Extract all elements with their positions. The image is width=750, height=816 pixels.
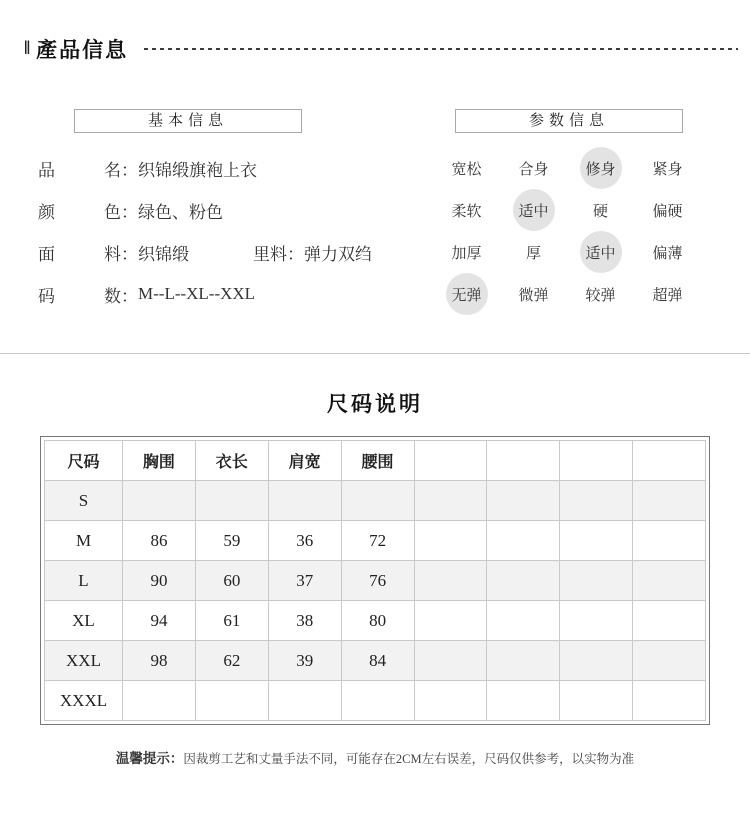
table-row: [45, 641, 706, 681]
param-option-selected: 适中: [580, 231, 622, 273]
table-cell: [268, 481, 341, 521]
param-grid: [433, 147, 750, 315]
size-note: [0, 747, 750, 768]
param-option: 偏薄: [652, 245, 683, 262]
table-cell: [414, 641, 487, 681]
table-cell: [414, 521, 487, 561]
table-cell: [487, 641, 560, 681]
field-label-secondary: 里料：: [253, 244, 304, 264]
table-cell: [633, 481, 706, 521]
basic-info-title: 基本信息: [74, 109, 302, 133]
column-header: [560, 441, 633, 481]
size-label-cell: XXXL: [45, 681, 123, 721]
column-header: 衣长: [195, 441, 268, 481]
size-label-cell: L: [45, 561, 123, 601]
column-header: [487, 441, 560, 481]
field-value: 绿色、粉色: [138, 202, 223, 222]
field-label: 颜 色：: [38, 202, 138, 222]
table-cell: [633, 641, 706, 681]
param-option: 宽松: [451, 161, 482, 178]
field-label: 码 数：: [38, 286, 138, 306]
param-info-title: 参数信息: [455, 109, 683, 133]
size-chart-title: 尺码说明: [327, 392, 423, 416]
table-cell: 86: [123, 521, 196, 561]
table-cell: [341, 481, 414, 521]
column-header: 腰围: [341, 441, 414, 481]
field-value: 织锦缎: [138, 244, 189, 264]
table-cell: [195, 681, 268, 721]
param-option-selected: 无弹: [446, 273, 488, 315]
table-cell: [123, 481, 196, 521]
param-option: 厚: [525, 245, 541, 262]
table-cell: [341, 681, 414, 721]
field-label: 品 名：: [38, 160, 138, 180]
table-cell: 84: [341, 641, 414, 681]
table-cell: [487, 561, 560, 601]
table-cell: [560, 601, 633, 641]
column-header: [414, 441, 487, 481]
table-cell: [487, 601, 560, 641]
table-cell: [414, 561, 487, 601]
page-title: 產品信息: [36, 38, 129, 62]
info-columns: [0, 109, 750, 315]
column-header: 尺码: [45, 441, 123, 481]
table-cell: 59: [195, 521, 268, 561]
table-cell: [268, 681, 341, 721]
param-option: 较弹: [585, 287, 616, 304]
table-cell: [560, 681, 633, 721]
size-label-cell: XXL: [45, 641, 123, 681]
title-marker: ‖: [24, 38, 29, 59]
basic-info-rows: [38, 147, 375, 315]
table-cell: 38: [268, 601, 341, 641]
table-cell: 61: [195, 601, 268, 641]
param-option: 加厚: [451, 245, 482, 262]
column-header: 胸围: [123, 441, 196, 481]
section-header: [0, 0, 750, 64]
basic-info-row: [38, 273, 375, 315]
param-option: 硬: [592, 203, 608, 220]
table-cell: 60: [195, 561, 268, 601]
table-cell: 62: [195, 641, 268, 681]
field-value: 织锦缎旗袍上衣: [138, 160, 257, 180]
table-row: [45, 681, 706, 721]
dashed-rule: [144, 48, 738, 50]
basic-info-section: [0, 109, 375, 315]
table-cell: [123, 681, 196, 721]
table-cell: [487, 681, 560, 721]
field-value-secondary: 弹力双绉: [304, 244, 372, 264]
table-cell: [633, 561, 706, 601]
table-cell: 36: [268, 521, 341, 561]
field-value: M--L--XL--XXL: [138, 284, 256, 303]
table-cell: 98: [123, 641, 196, 681]
table-cell: 39: [268, 641, 341, 681]
table-cell: [195, 481, 268, 521]
table-row: [45, 521, 706, 561]
param-option: 超弹: [652, 287, 683, 304]
table-cell: 72: [341, 521, 414, 561]
table-cell: [633, 521, 706, 561]
table-cell: 94: [123, 601, 196, 641]
table-cell: 76: [341, 561, 414, 601]
table-cell: [487, 521, 560, 561]
note-label: 温馨提示：: [115, 751, 184, 766]
size-table: [44, 440, 706, 721]
param-option: 紧身: [652, 161, 683, 178]
param-info-section: [375, 109, 750, 315]
table-cell: [633, 681, 706, 721]
table-row: [45, 481, 706, 521]
field-label: 面 料：: [38, 244, 138, 264]
table-cell: [414, 681, 487, 721]
note-text: 因裁剪工艺和丈量手法不同，可能存在2CM左右误差，尺码仅供参考，以实物为准: [183, 752, 635, 766]
table-cell: [487, 481, 560, 521]
param-option: 合身: [518, 161, 549, 178]
param-option-selected: 修身: [580, 147, 622, 189]
size-label-cell: M: [45, 521, 123, 561]
table-header-row: [45, 441, 706, 481]
basic-info-row: [38, 147, 375, 189]
table-cell: 90: [123, 561, 196, 601]
basic-info-row: [38, 189, 375, 231]
table-cell: [560, 481, 633, 521]
section-divider: [0, 353, 750, 354]
table-cell: [414, 481, 487, 521]
param-option: 微弹: [518, 287, 549, 304]
param-option: 柔软: [451, 203, 482, 220]
table-cell: [560, 561, 633, 601]
table-cell: [414, 601, 487, 641]
table-cell: [560, 521, 633, 561]
column-header: 肩宽: [268, 441, 341, 481]
table-row: [45, 561, 706, 601]
table-cell: [560, 641, 633, 681]
param-option-selected: 适中: [513, 189, 555, 231]
param-option: 偏硬: [652, 203, 683, 220]
size-label-cell: S: [45, 481, 123, 521]
basic-info-row: [38, 231, 375, 273]
table-cell: [633, 601, 706, 641]
table-cell: 80: [341, 601, 414, 641]
size-table-wrapper: [40, 436, 710, 725]
column-header: [633, 441, 706, 481]
size-label-cell: XL: [45, 601, 123, 641]
table-row: [45, 601, 706, 641]
table-cell: 37: [268, 561, 341, 601]
